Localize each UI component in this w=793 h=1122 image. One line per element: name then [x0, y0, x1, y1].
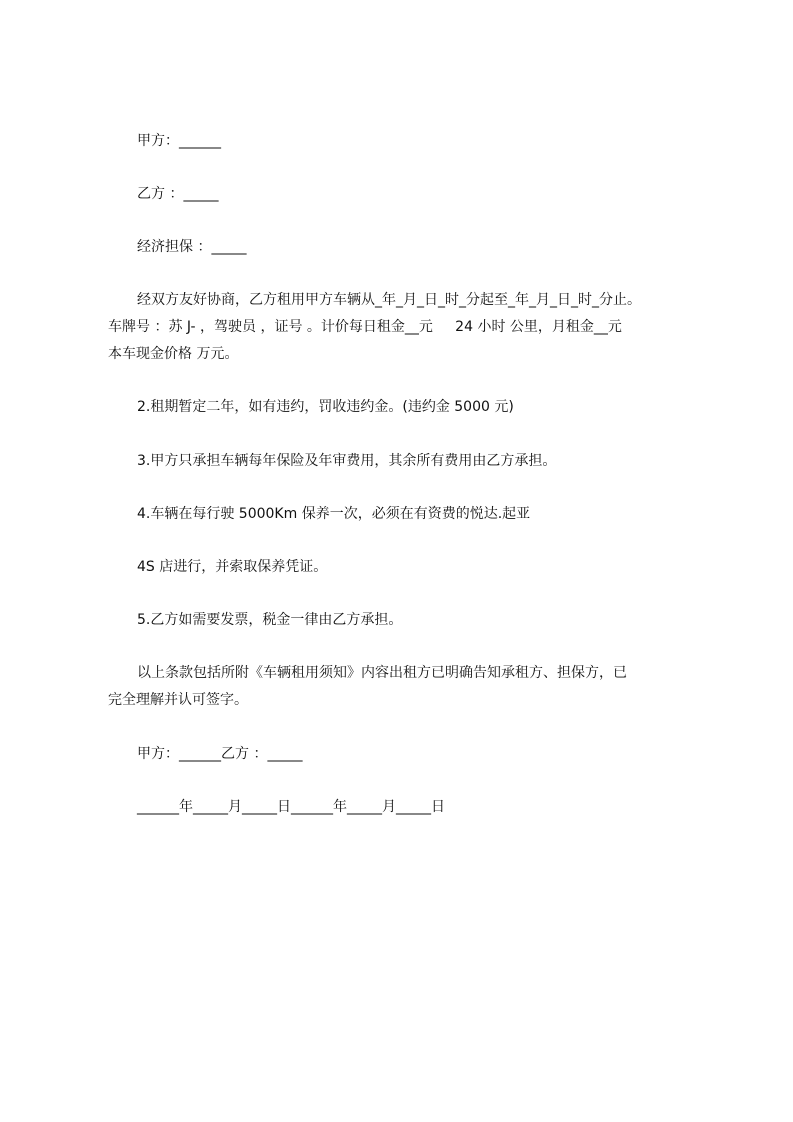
acknowledgement-line1: 以上条款包括所附《车辆租用须知》内容出租方已明确告知承租方、担保方，已 — [137, 665, 627, 681]
clause4-line1: 4.车辆在每行驶 5000Km 保养一次，必须在有资费的悦达.起亚 — [137, 506, 531, 522]
clause5: 5.乙方如需要发票，税金一律由乙方承担。 — [137, 612, 403, 628]
clause3: 3.甲方只承担车辆每年保险及年审费用，其余所有费用由乙方承担。 — [137, 453, 557, 469]
party-b-line: 乙方 ：_____ — [137, 186, 219, 202]
clause1-line1: 经双方友好协商，乙方租用甲方车辆从_年_月_日_时_分起至_年_月_日_时_分止。 — [137, 292, 641, 308]
date-line: ______年_____月_____日______年_____月_____日 — [137, 799, 445, 815]
clause4-line2: 4S 店进行，并索取保养凭证。 — [137, 559, 328, 575]
clause2: 2.租期暂定二年，如有违约，罚收违约金。(违约金 5000 元) — [137, 399, 514, 415]
clause1-line3: 本车现金价格 万元。 — [108, 346, 239, 362]
clause1-line2: 车牌号 ：苏 J- ，驾驶员 ，证号 。计价每日租金__元 24 小时 公里，月租金__元 — [108, 319, 622, 335]
acknowledgement-line2: 完全理解并认可签字。 — [108, 692, 248, 708]
party-a-line: 甲方：______ — [137, 133, 221, 149]
guarantor-line: 经济担保 ：_____ — [137, 239, 247, 255]
signature-line: 甲方：______乙方 ：_____ — [137, 746, 303, 762]
